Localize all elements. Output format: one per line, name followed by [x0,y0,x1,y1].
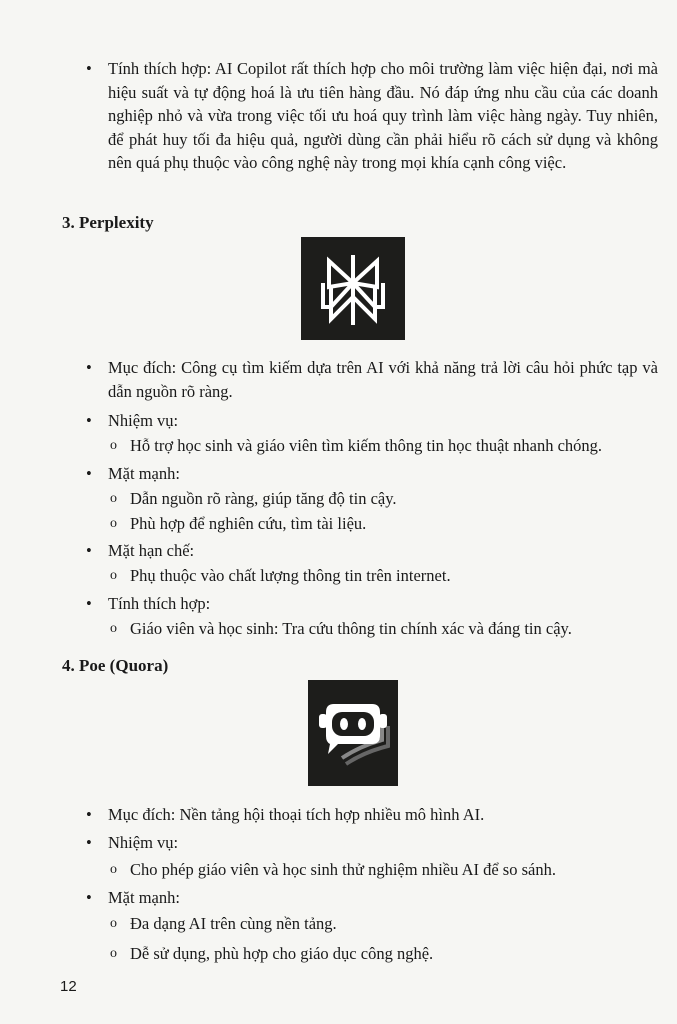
perplexity-strength-1: o Dẫn nguồn rõ ràng, giúp tăng độ tin cậy. [130,487,660,511]
perplexity-purpose: • Mục đích: Công cụ tìm kiếm dựa trên AI với khả năng trả lời câu hỏi phức tạp và dẫn nguồn rõ ràng. [108,356,658,404]
section-heading-poe: 4. Poe (Quora) [62,656,169,675]
perplexity-limit-1: o Phụ thuộc vào chất lượng thông tin trên internet. [130,564,660,588]
poe-strengths-label: • Mặt mạnh: [108,886,658,910]
perplexity-strength-2: o Phù hợp để nghiên cứu, tìm tài liệu. [130,512,660,536]
perplexity-limits-label: • Mặt hạn chế: [108,539,658,563]
perplexity-fit-label: • Tính thích hợp: [108,592,658,616]
poe-logo [308,680,398,786]
perplexity-icon [301,237,405,340]
perplexity-strengths-label: • Mặt mạnh: [108,462,658,486]
poe-icon [308,680,398,786]
poe-strength-1: o Đa dạng AI trên cùng nền tảng. [130,912,660,936]
poe-strength-2: o Dễ sử dụng, phù hợp cho giáo dục công nghệ. [130,942,660,966]
perplexity-task-label: • Nhiệm vụ: [108,409,658,433]
perplexity-task-1: o Hỗ trợ học sinh và giáo viên tìm kiếm thông tin học thuật nhanh chóng. [130,434,660,458]
section-heading-perplexity: 3. Perplexity [62,213,154,232]
perplexity-logo [301,237,405,340]
poe-task-label: • Nhiệm vụ: [108,831,658,855]
poe-task-1: o Cho phép giáo viên và học sinh thử nghiệm nhiều AI để so sánh. [130,858,660,882]
page-number: 12 [60,978,77,995]
perplexity-fit-1: o Giáo viên và học sinh: Tra cứu thông tin chính xác và đáng tin cậy. [130,617,660,641]
intro-bullet: • Tính thích hợp: AI Copilot rất thích hợp cho môi trường làm việc hiện đại, nơi mà hiệu suất và tự động hoá là ưu tiên hàng đầu. Nó đáp ứng nhu cầu của các doanh nghiệp nhỏ và vừa trong việc tối ưu hoá quy trình làm việc hàng ngày. Tuy nhiên, để phát huy tối đa hiệu quả, người dùng cần phải hiểu rõ cách sử dụng và không nên quá phụ thuộc vào công nghệ này trong mọi khía cạnh công việc. [108,57,658,175]
poe-purpose: • Mục đích: Nền tảng hội thoại tích hợp nhiều mô hình AI. [108,803,658,827]
